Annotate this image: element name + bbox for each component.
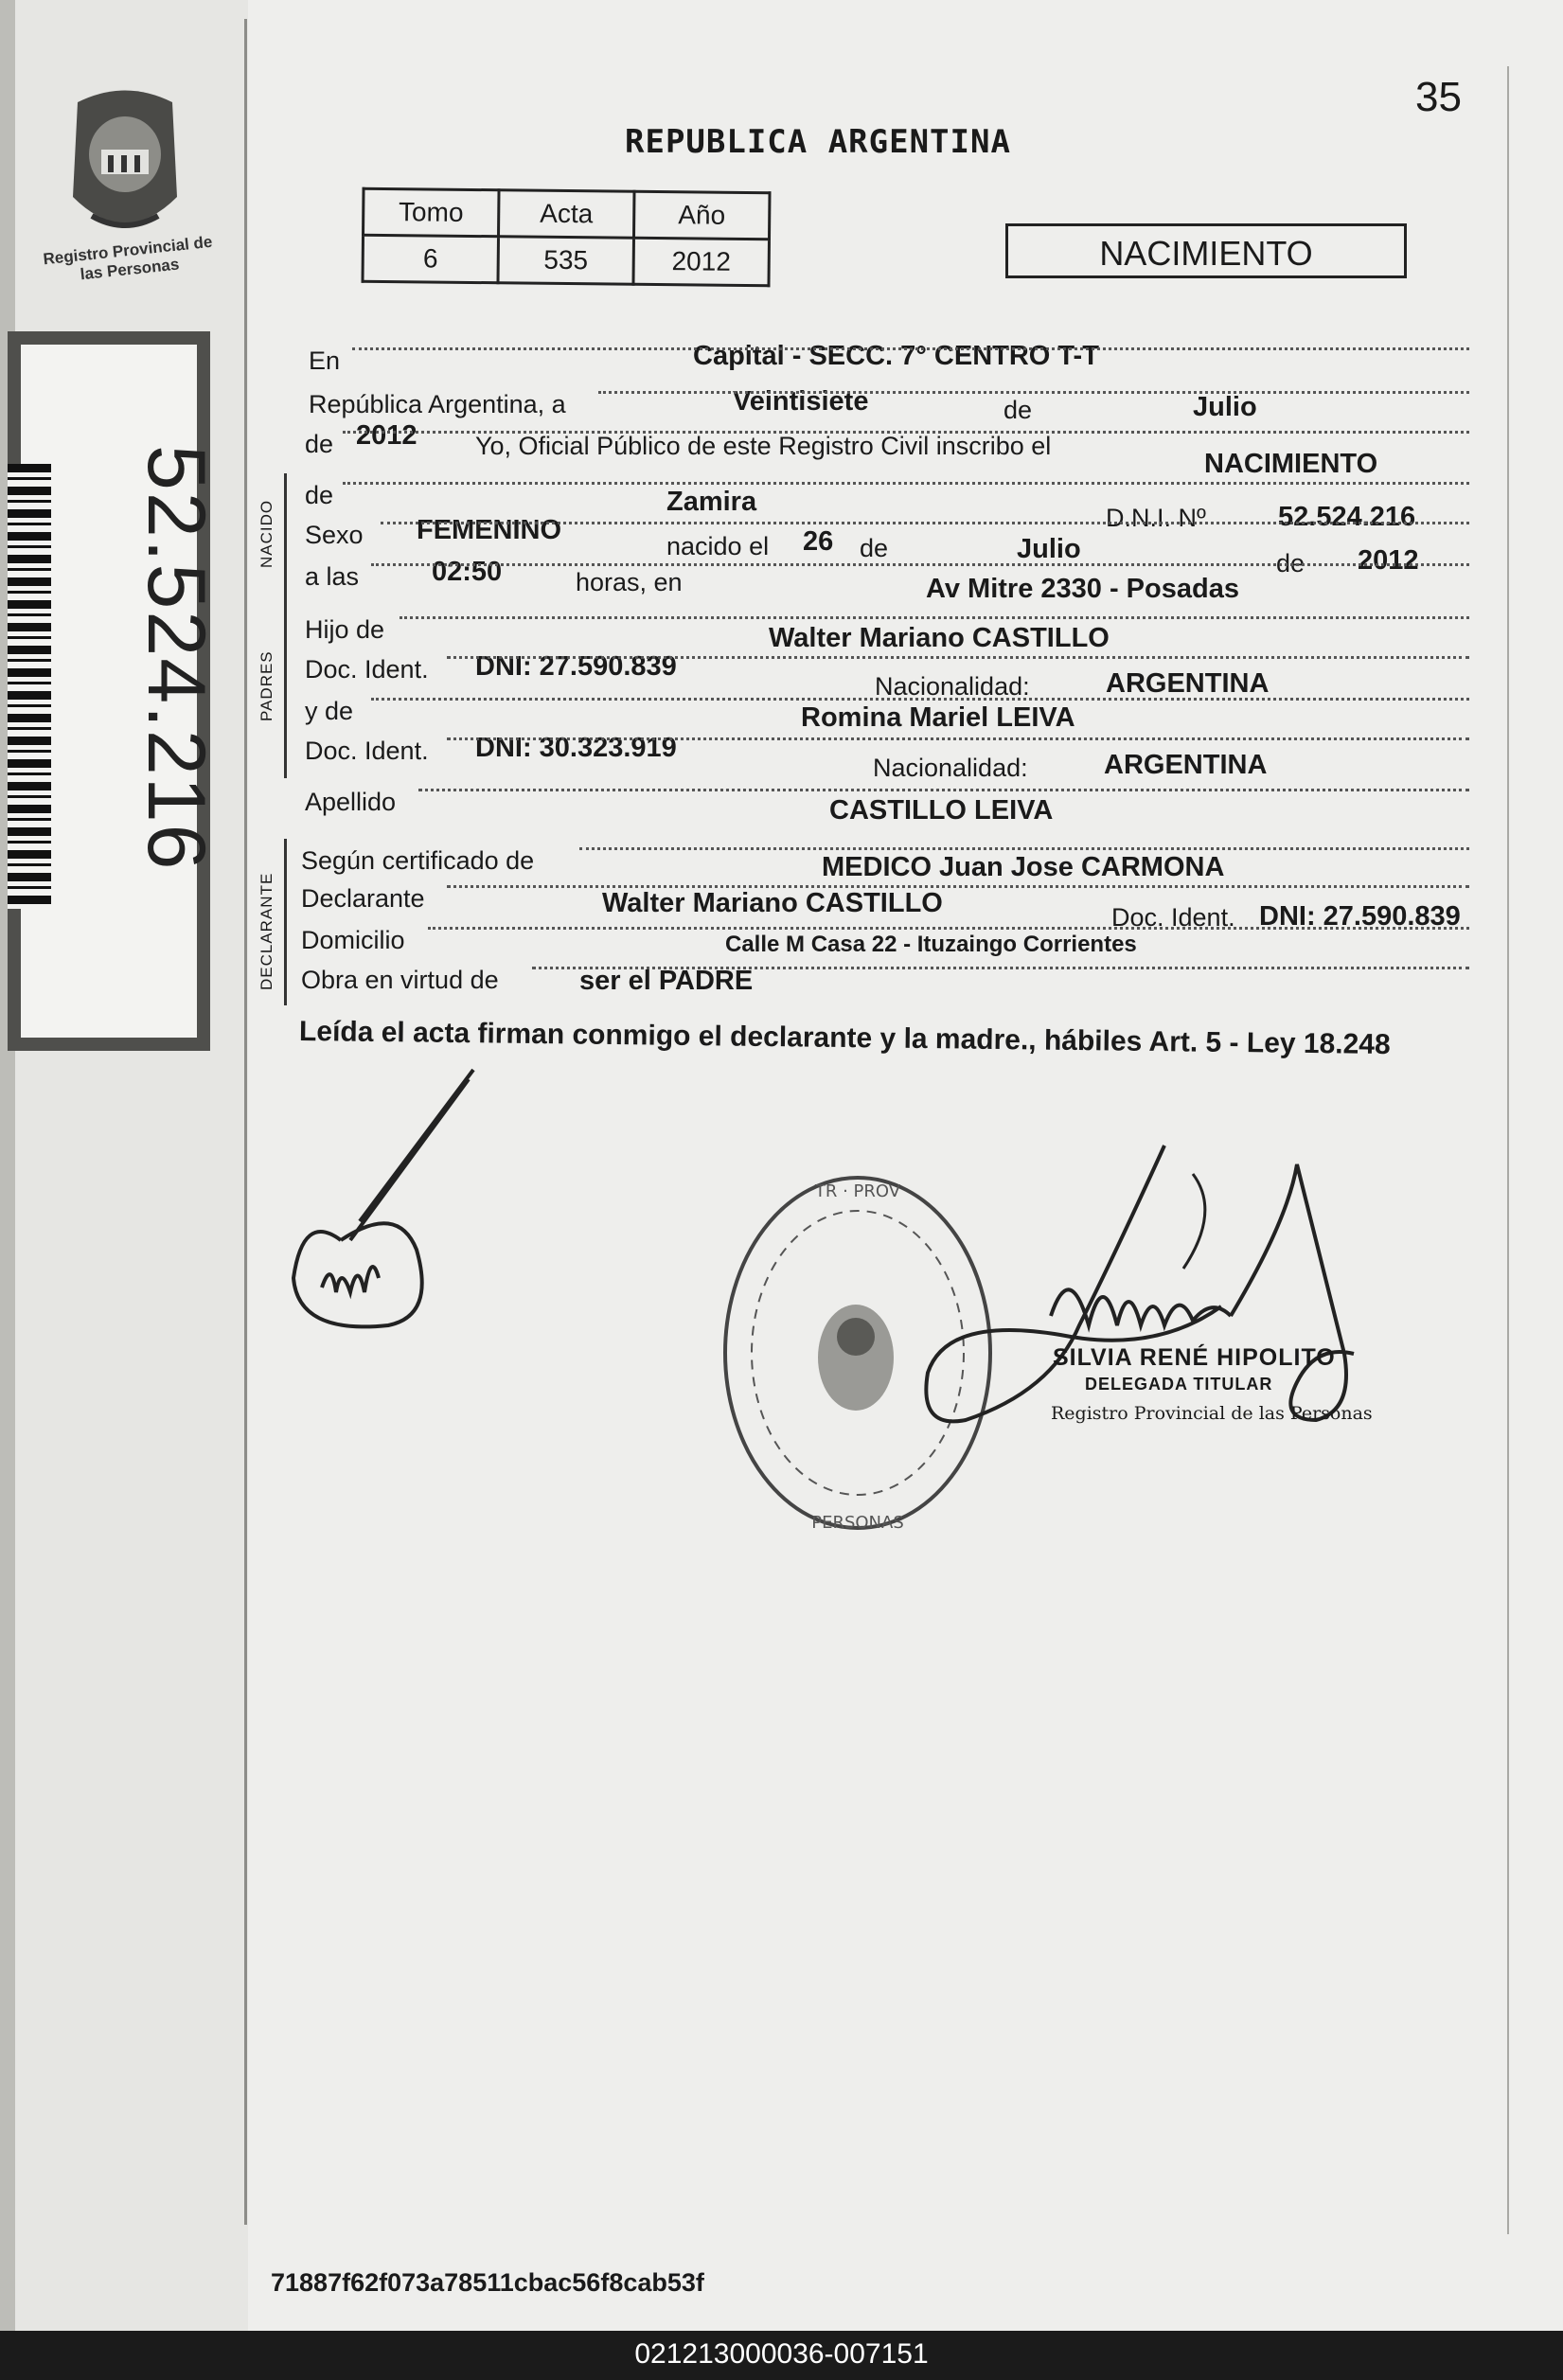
section-line-declarante: [284, 839, 287, 1005]
book-reference-table: [361, 187, 771, 288]
dotted-line: [343, 431, 1469, 434]
dotted-line: [371, 698, 1469, 701]
nacionalidad-label: Nacionalidad:: [875, 672, 1030, 701]
father-value: Walter Mariano CASTILLO: [769, 623, 1110, 653]
month-value: Julio: [1193, 392, 1257, 422]
doc-label: Doc. Ident.: [305, 655, 429, 684]
dotted-line: [447, 885, 1469, 888]
sexo-label: Sexo: [305, 521, 364, 549]
sexo-value: FEMENINO: [417, 515, 562, 545]
nacido-label: nacido el: [666, 532, 770, 560]
section-label-nacido: NACIDO: [258, 499, 275, 568]
birth-place-value: Av Mitre 2330 - Posadas: [926, 574, 1239, 604]
closing-statement: Leída el acta firman conmigo el declarante y la madre., hábiles Art. 5 - Ley 18.248: [298, 1015, 1391, 1061]
section-line-nacido: [284, 473, 287, 615]
acta-header: Acta: [499, 190, 635, 238]
horas-label: horas, en: [576, 568, 683, 596]
segun-label: Según certificado de: [301, 846, 535, 875]
birth-year-value: 2012: [1358, 545, 1419, 576]
section-label-padres: PADRES: [258, 650, 275, 721]
registry-label: Registro Provincial de las Personas: [42, 232, 214, 284]
dotted-line: [371, 563, 1469, 566]
declarant-doc-value: DNI: 27.590.839: [1259, 901, 1461, 932]
ano-header: Año: [633, 191, 770, 239]
dotted-line: [343, 482, 1469, 485]
birth-time-value: 02:50: [432, 557, 503, 587]
apellido-label: Apellido: [305, 788, 397, 816]
official-name: SILVIA RENÉ HIPOLITO: [1053, 1344, 1336, 1371]
mother-value: Romina Mariel LEIVA: [801, 702, 1075, 733]
document-hash: 71887f62f073a78511cbac56f8cab53f: [271, 2268, 704, 2297]
page-number: 35: [1415, 74, 1462, 120]
inscribe-type-value: NACIMIENTO: [1204, 449, 1378, 479]
year-value: 2012: [356, 420, 417, 451]
certificate-value: MEDICO Juan Jose CARMONA: [822, 852, 1225, 882]
domicile-value: Calle M Casa 22 - Ituzaingo Corrientes: [725, 932, 1137, 957]
barcode: [8, 464, 51, 909]
de-label: de: [860, 534, 889, 562]
dni-value: 52.524.216: [1278, 502, 1416, 532]
strip-divider: [244, 19, 247, 2225]
dotted-line: [428, 927, 1469, 930]
section-label-declarante: DECLARANTE: [258, 872, 275, 990]
declarant-doc-label: Doc. Ident.: [1111, 903, 1235, 932]
de-label: de: [305, 430, 334, 458]
official-role: DELEGADA TITULAR: [1085, 1375, 1273, 1394]
doc-label: Doc. Ident.: [305, 737, 429, 765]
mother-doc-value: DNI: 30.323.919: [475, 733, 677, 763]
surname-value: CASTILLO LEIVA: [829, 795, 1054, 826]
dotted-line: [352, 347, 1469, 350]
declarante-label: Declarante: [301, 884, 425, 913]
name-label: de: [305, 481, 334, 509]
obra-label: Obra en virtud de: [301, 966, 499, 994]
svg-text:TR · PROV: TR · PROV: [814, 1181, 901, 1201]
dotted-line: [400, 616, 1469, 619]
dotted-line: [598, 391, 1469, 394]
en-label: En: [309, 346, 341, 375]
oficial-text: Yo, Oficial Público de este Registro Civil inscribo el: [475, 432, 1052, 460]
name-value: Zamira: [666, 487, 757, 517]
hijo-label: Hijo de: [305, 615, 385, 644]
birth-day-value: 26: [803, 526, 834, 557]
dni-label: D.N.I. Nº: [1106, 504, 1206, 532]
barcode-number: 52.524.216: [131, 445, 222, 872]
document-code: 021213000036-007151: [634, 2338, 929, 2370]
dotted-line: [381, 522, 1469, 524]
country-title: REPUBLICA ARGENTINA: [625, 123, 1011, 161]
page-margin-line: [1507, 66, 1509, 2234]
tomo-value: 6: [363, 235, 499, 282]
nacionalidad-label: Nacionalidad:: [873, 754, 1028, 782]
dotted-line: [447, 656, 1469, 659]
act-type-box: NACIMIENTO: [1005, 223, 1407, 278]
obra-value: ser el PADRE: [579, 966, 754, 996]
domicilio-label: Domicilio: [301, 926, 405, 954]
father-doc-value: DNI: 27.590.839: [475, 651, 677, 682]
day-words-value: Veintisiete: [733, 386, 869, 417]
handwritten-signature-icon: [909, 1136, 1401, 1448]
dotted-line: [447, 737, 1469, 740]
de-label: de: [1004, 396, 1033, 424]
official-office: Registro Provincial de las Personas: [1051, 1403, 1373, 1424]
declarant-value: Walter Mariano CASTILLO: [602, 888, 943, 918]
dotted-line: [532, 967, 1469, 969]
a-las-label: a las: [305, 562, 360, 591]
republica-label: República Argentina, a: [309, 390, 566, 418]
father-nationality-value: ARGENTINA: [1106, 668, 1270, 699]
ano-value: 2012: [633, 238, 770, 285]
section-line-padres: [284, 615, 287, 778]
acta-value: 535: [498, 237, 634, 284]
yde-label: y de: [305, 697, 354, 725]
birth-month-value: Julio: [1017, 534, 1081, 564]
place-value: Capital - SECC. 7° CENTRO T-T: [693, 341, 1099, 371]
declarant-signature-icon: [284, 1060, 492, 1335]
de-label: de: [1276, 549, 1305, 577]
mother-nationality-value: ARGENTINA: [1104, 750, 1268, 780]
tomo-header: Tomo: [364, 188, 500, 236]
provincial-seal-icon: [59, 83, 191, 244]
dotted-line: [579, 847, 1469, 850]
dotted-line: [418, 789, 1469, 791]
svg-text:PERSONAS: PERSONAS: [811, 1513, 904, 1533]
